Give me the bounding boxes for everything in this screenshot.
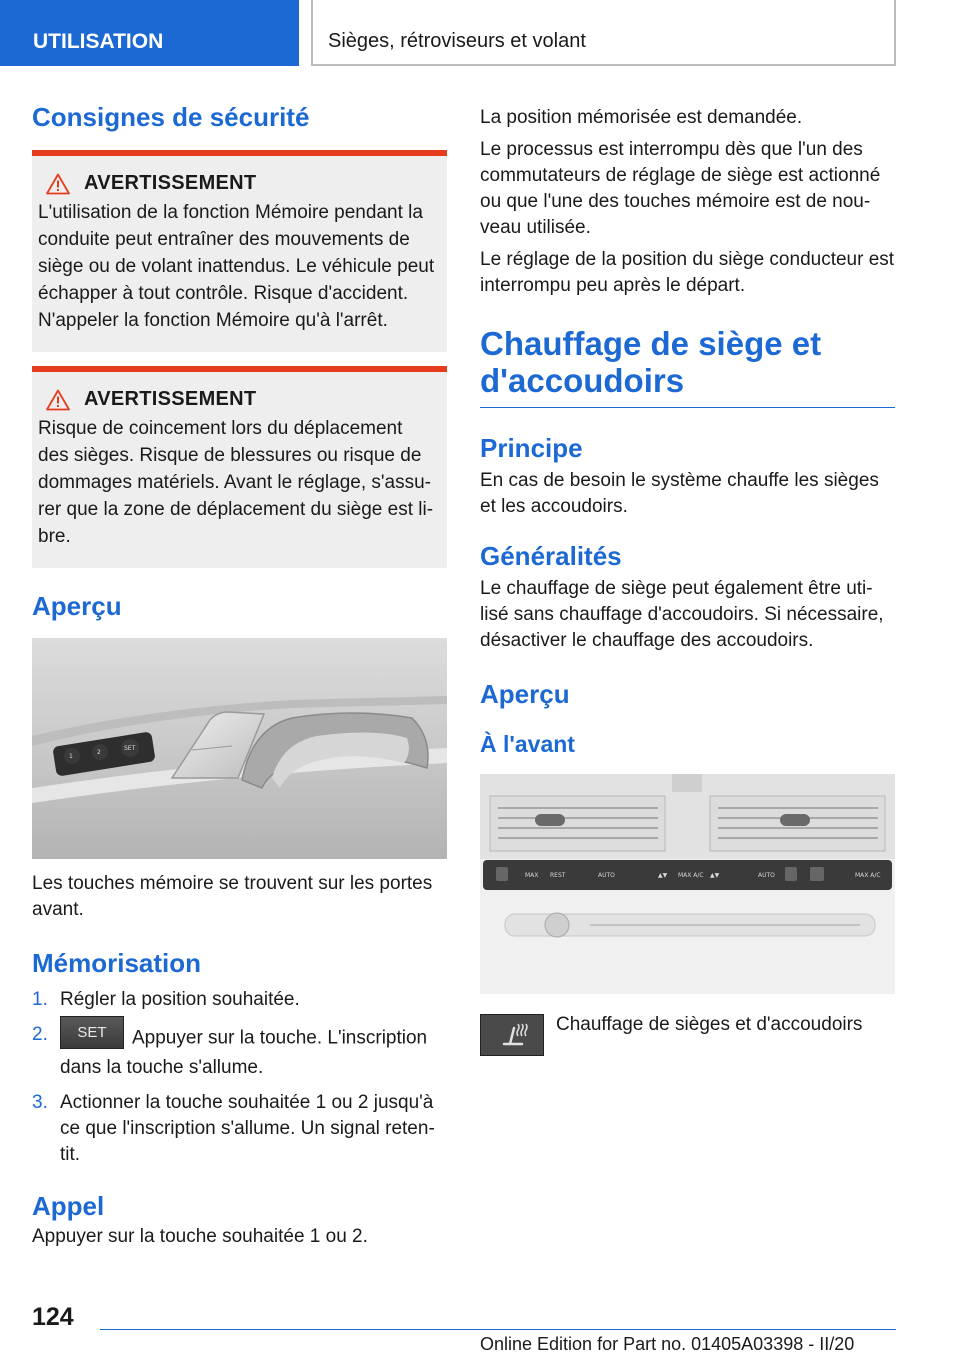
recall-text: Appuyer sur la touche souhaitée 1 ou 2. <box>32 1226 368 1247</box>
section-tab: UTILISATION <box>0 0 299 66</box>
footer-rule <box>100 1329 896 1330</box>
paragraph-3: Le réglage de la position du siège conducteur est interrompu peu après le départ. <box>480 249 895 296</box>
panel-max-ac-right-label: MAX A/C <box>855 872 881 879</box>
step-item <box>32 1022 447 1081</box>
warning-triangle-icon <box>46 173 70 195</box>
icon-legend <box>480 1014 895 1056</box>
panel-max-label: MAX <box>525 872 539 879</box>
step-number: 3. <box>32 1092 48 1113</box>
step-text: Régler la position souhaitée. <box>60 989 300 1010</box>
front-subheading: À l'avant <box>480 731 575 757</box>
overview-heading-right: Aperçu <box>480 679 570 709</box>
memorize-heading: Mémorisation <box>32 948 202 978</box>
topic-title: Sièges, rétroviseurs et volant <box>311 0 896 66</box>
warning-title: AVERTISSEMENT <box>84 388 257 410</box>
general-text: Le chauffage de siège peut également être uti-lisé sans chauffage d'accoudoirs. Si nécessaire, désactiver le chauffage des accoudoirs. <box>480 578 884 651</box>
step-text: Appuyer sur la touche. L'inscription dans la touche s'allume. <box>60 1027 428 1078</box>
panel-rest-label: REST <box>550 872 566 879</box>
left-column <box>32 95 447 1250</box>
edition-text: Online Edition for Part no. 01405A03398 - II/20 <box>480 1334 855 1354</box>
door-memory-buttons-photo <box>32 638 447 859</box>
step-number: 2. <box>32 1024 48 1045</box>
panel-max-ac-label: MAX A/C <box>678 872 704 879</box>
safety-heading: Consignes de sécurité <box>32 102 310 132</box>
icon-caption: Chauffage de sièges et d'accoudoirs <box>556 1014 863 1035</box>
paragraph-2: Le processus est interrompu dès que l'un des commutateurs de réglage de siège est actionné ou que l'une des touches mémoire est de nou-veau utilisée. <box>480 139 881 238</box>
climate-panel-photo <box>480 774 895 994</box>
warning-text: Risque de coincement lors du déplacement des sièges. Risque de blessures ou risque de dommages matériels. Avant le réglage, s'assu-rer que la zone de déplacement du siège est li-bre. <box>38 418 434 547</box>
overview-heading: Aperçu <box>32 591 122 621</box>
door-button-set: SET <box>124 745 136 752</box>
recall-heading: Appel <box>32 1191 105 1221</box>
svg-text:▲▼: ▲▼ <box>658 872 668 879</box>
door-button-2: 2 <box>97 749 101 756</box>
page-header <box>0 0 960 66</box>
step-item <box>32 1090 447 1168</box>
door-button-1: 1 <box>69 753 73 760</box>
step-number: 1. <box>32 989 48 1010</box>
warning-box-memory <box>32 150 447 352</box>
set-button-icon: SET <box>60 1016 124 1049</box>
warning-text: L'utilisation de la fonction Mémoire pendant la conduite peut entraîner des mouvements de siège ou de volant inattendus. Le véhicule peut échapper à tout contrôle. Risque d'accident. N'appeler la fonction Mémoire qu'à l'arrêt. <box>38 202 435 331</box>
page-number: 124 <box>32 1303 74 1331</box>
general-heading: Généralités <box>480 541 622 571</box>
step-text: Actionner la touche souhaitée 1 ou 2 jusqu'à ce que l'inscription s'allume. Un signal reten-tit. <box>60 1092 435 1165</box>
svg-text:▲▼: ▲▼ <box>710 872 720 879</box>
memorize-steps <box>32 987 447 1168</box>
principle-text: En cas de besoin le système chauffe les sièges et les accoudoirs. <box>480 470 879 517</box>
principle-heading: Principe <box>480 433 583 463</box>
warning-triangle-icon <box>46 389 70 411</box>
right-column <box>480 105 895 1056</box>
warning-box-pinching <box>32 366 447 568</box>
paragraph-1: La position mémorisée est demandée. <box>480 107 803 128</box>
seat-heating-button-icon <box>480 1014 544 1056</box>
photo-caption: Les touches mémoire se trouvent sur les portes avant. <box>32 873 433 920</box>
panel-auto-left-label: AUTO <box>598 872 615 879</box>
seat-heating-heading: Chauffage de siège et d'accoudoirs <box>480 325 895 408</box>
warning-title: AVERTISSEMENT <box>84 172 257 194</box>
panel-auto-right-label: AUTO <box>758 872 775 879</box>
step-item <box>32 987 447 1013</box>
